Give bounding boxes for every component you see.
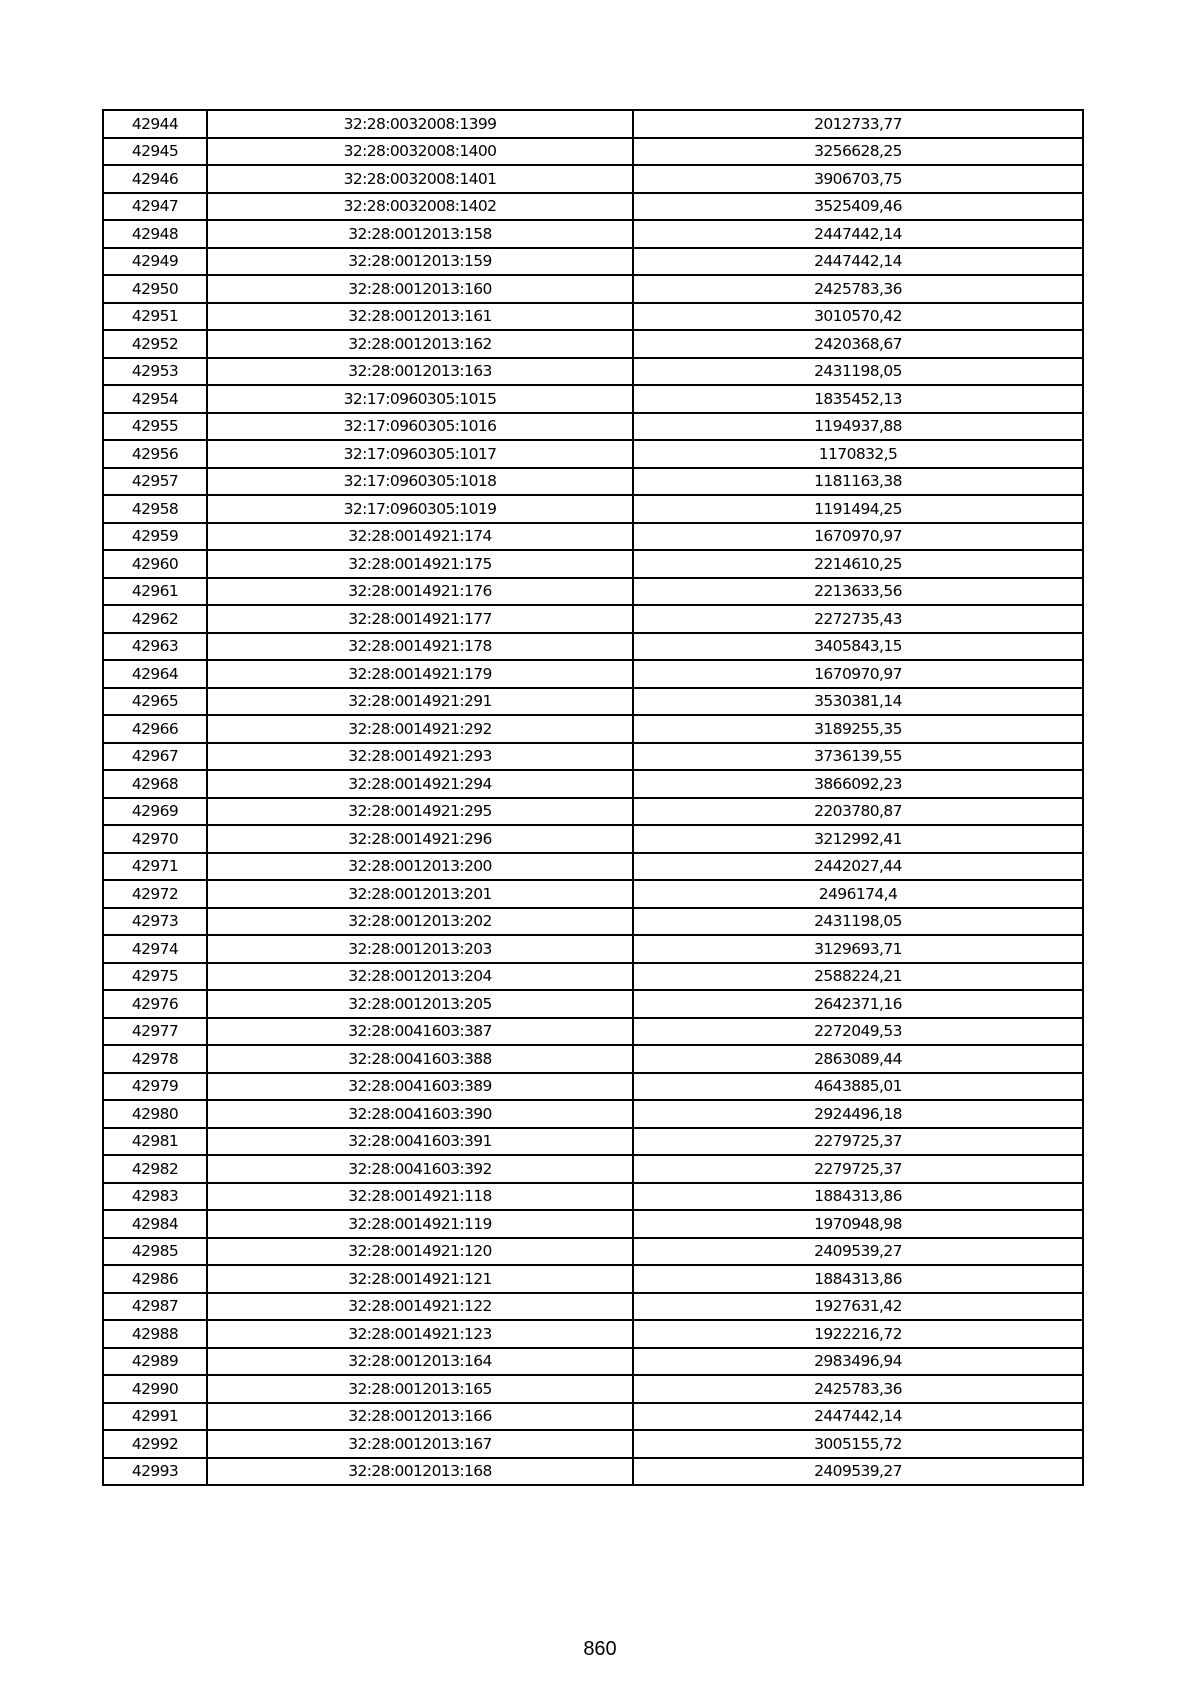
row-number-cell: 42982 bbox=[103, 1155, 207, 1183]
table-row bbox=[103, 1183, 1083, 1211]
cadastral-number-cell: 32:17:0960305:1016 bbox=[207, 413, 633, 441]
value-cell: 3189255,35 bbox=[633, 715, 1083, 743]
row-number-cell: 42984 bbox=[103, 1210, 207, 1238]
table-row bbox=[103, 110, 1083, 138]
cadastral-number-cell: 32:28:0012013:205 bbox=[207, 990, 633, 1018]
table-row bbox=[103, 1045, 1083, 1073]
value-cell: 2588224,21 bbox=[633, 963, 1083, 991]
row-number-cell: 42966 bbox=[103, 715, 207, 743]
table-row bbox=[103, 1073, 1083, 1101]
row-number-cell: 42975 bbox=[103, 963, 207, 991]
table-row bbox=[103, 1320, 1083, 1348]
cadastral-number-cell: 32:28:0032008:1402 bbox=[207, 193, 633, 221]
cadastral-number-cell: 32:28:0012013:201 bbox=[207, 880, 633, 908]
value-cell: 1191494,25 bbox=[633, 495, 1083, 523]
cadastral-number-cell: 32:28:0032008:1401 bbox=[207, 165, 633, 193]
row-number-cell: 42961 bbox=[103, 578, 207, 606]
row-number-cell: 42992 bbox=[103, 1430, 207, 1458]
table-row bbox=[103, 880, 1083, 908]
value-cell: 2425783,36 bbox=[633, 275, 1083, 303]
cadastral-number-cell: 32:28:0012013:164 bbox=[207, 1348, 633, 1376]
page-number: 860 bbox=[583, 1638, 617, 1660]
value-cell: 2409539,27 bbox=[633, 1238, 1083, 1266]
table-row bbox=[103, 963, 1083, 991]
cadastral-number-cell: 32:28:0014921:178 bbox=[207, 633, 633, 661]
cadastral-number-cell: 32:28:0012013:200 bbox=[207, 853, 633, 881]
table-row bbox=[103, 1458, 1083, 1486]
table-row bbox=[103, 385, 1083, 413]
cadastral-number-cell: 32:28:0012013:162 bbox=[207, 330, 633, 358]
table-row bbox=[103, 248, 1083, 276]
cadastral-number-cell: 32:28:0012013:204 bbox=[207, 963, 633, 991]
value-cell: 2425783,36 bbox=[633, 1375, 1083, 1403]
table-row bbox=[103, 1128, 1083, 1156]
value-cell: 1970948,98 bbox=[633, 1210, 1083, 1238]
cadastral-number-cell: 32:17:0960305:1015 bbox=[207, 385, 633, 413]
cadastral-number-cell: 32:28:0012013:159 bbox=[207, 248, 633, 276]
row-number-cell: 42952 bbox=[103, 330, 207, 358]
row-number-cell: 42950 bbox=[103, 275, 207, 303]
value-cell: 2409539,27 bbox=[633, 1458, 1083, 1486]
value-cell: 1835452,13 bbox=[633, 385, 1083, 413]
row-number-cell: 42972 bbox=[103, 880, 207, 908]
value-cell: 3005155,72 bbox=[633, 1430, 1083, 1458]
value-cell: 2420368,67 bbox=[633, 330, 1083, 358]
cadastral-number-cell: 32:28:0012013:158 bbox=[207, 220, 633, 248]
table-row bbox=[103, 1238, 1083, 1266]
value-cell: 1194937,88 bbox=[633, 413, 1083, 441]
value-cell: 2447442,14 bbox=[633, 1403, 1083, 1431]
row-number-cell: 42967 bbox=[103, 743, 207, 771]
cadastral-number-cell: 32:28:0041603:390 bbox=[207, 1100, 633, 1128]
table-row bbox=[103, 798, 1083, 826]
value-cell: 3525409,46 bbox=[633, 193, 1083, 221]
cadastral-number-cell: 32:28:0012013:166 bbox=[207, 1403, 633, 1431]
row-number-cell: 42981 bbox=[103, 1128, 207, 1156]
value-cell: 2447442,14 bbox=[633, 248, 1083, 276]
cadastral-number-cell: 32:28:0014921:296 bbox=[207, 825, 633, 853]
cadastral-number-cell: 32:28:0012013:160 bbox=[207, 275, 633, 303]
table-row bbox=[103, 440, 1083, 468]
value-cell: 2983496,94 bbox=[633, 1348, 1083, 1376]
value-cell: 3129693,71 bbox=[633, 935, 1083, 963]
table-row bbox=[103, 605, 1083, 633]
table-row bbox=[103, 633, 1083, 661]
value-cell: 1670970,97 bbox=[633, 660, 1083, 688]
table-row bbox=[103, 413, 1083, 441]
table-row bbox=[103, 468, 1083, 496]
row-number-cell: 42978 bbox=[103, 1045, 207, 1073]
table-row bbox=[103, 165, 1083, 193]
row-number-cell: 42963 bbox=[103, 633, 207, 661]
value-cell: 2431198,05 bbox=[633, 908, 1083, 936]
cadastral-number-cell: 32:28:0014921:174 bbox=[207, 523, 633, 551]
row-number-cell: 42993 bbox=[103, 1458, 207, 1486]
table-row bbox=[103, 688, 1083, 716]
row-number-cell: 42989 bbox=[103, 1348, 207, 1376]
row-number-cell: 42974 bbox=[103, 935, 207, 963]
table-row bbox=[103, 550, 1083, 578]
row-number-cell: 42986 bbox=[103, 1265, 207, 1293]
cadastral-number-cell: 32:28:0014921:293 bbox=[207, 743, 633, 771]
value-cell: 1922216,72 bbox=[633, 1320, 1083, 1348]
table-row bbox=[103, 1348, 1083, 1376]
value-cell: 3736139,55 bbox=[633, 743, 1083, 771]
row-number-cell: 42962 bbox=[103, 605, 207, 633]
cadastral-number-cell: 32:28:0014921:175 bbox=[207, 550, 633, 578]
table-row bbox=[103, 220, 1083, 248]
row-number-cell: 42947 bbox=[103, 193, 207, 221]
table-row bbox=[103, 1100, 1083, 1128]
table-row bbox=[103, 1375, 1083, 1403]
cadastral-number-cell: 32:28:0012013:203 bbox=[207, 935, 633, 963]
row-number-cell: 42946 bbox=[103, 165, 207, 193]
cadastral-number-cell: 32:28:0014921:119 bbox=[207, 1210, 633, 1238]
value-cell: 4643885,01 bbox=[633, 1073, 1083, 1101]
row-number-cell: 42948 bbox=[103, 220, 207, 248]
row-number-cell: 42959 bbox=[103, 523, 207, 551]
table-row bbox=[103, 935, 1083, 963]
cadastral-number-cell: 32:28:0014921:295 bbox=[207, 798, 633, 826]
value-cell: 2863089,44 bbox=[633, 1045, 1083, 1073]
row-number-cell: 42971 bbox=[103, 853, 207, 881]
table-row bbox=[103, 193, 1083, 221]
value-cell: 2203780,87 bbox=[633, 798, 1083, 826]
cadastral-number-cell: 32:17:0960305:1017 bbox=[207, 440, 633, 468]
cadastral-number-cell: 32:28:0032008:1400 bbox=[207, 138, 633, 166]
value-cell: 2496174,4 bbox=[633, 880, 1083, 908]
table-row bbox=[103, 523, 1083, 551]
value-cell: 2213633,56 bbox=[633, 578, 1083, 606]
row-number-cell: 42977 bbox=[103, 1018, 207, 1046]
row-number-cell: 42949 bbox=[103, 248, 207, 276]
cadastral-number-cell: 32:28:0014921:291 bbox=[207, 688, 633, 716]
value-cell: 1670970,97 bbox=[633, 523, 1083, 551]
row-number-cell: 42987 bbox=[103, 1293, 207, 1321]
row-number-cell: 42965 bbox=[103, 688, 207, 716]
table-row bbox=[103, 303, 1083, 331]
table-row bbox=[103, 1155, 1083, 1183]
cadastral-number-cell: 32:28:0012013:202 bbox=[207, 908, 633, 936]
value-cell: 2431198,05 bbox=[633, 358, 1083, 386]
value-cell: 1927631,42 bbox=[633, 1293, 1083, 1321]
table-row bbox=[103, 138, 1083, 166]
cadastral-number-cell: 32:28:0014921:179 bbox=[207, 660, 633, 688]
cadastral-number-cell: 32:28:0014921:292 bbox=[207, 715, 633, 743]
cadastral-number-cell: 32:28:0012013:165 bbox=[207, 1375, 633, 1403]
cadastral-number-cell: 32:28:0032008:1399 bbox=[207, 110, 633, 138]
row-number-cell: 42964 bbox=[103, 660, 207, 688]
row-number-cell: 42945 bbox=[103, 138, 207, 166]
cadastral-number-cell: 32:28:0012013:161 bbox=[207, 303, 633, 331]
row-number-cell: 42979 bbox=[103, 1073, 207, 1101]
value-cell: 2279725,37 bbox=[633, 1128, 1083, 1156]
cadastral-number-cell: 32:17:0960305:1018 bbox=[207, 468, 633, 496]
table-row bbox=[103, 1018, 1083, 1046]
value-cell: 3256628,25 bbox=[633, 138, 1083, 166]
cadastral-number-cell: 32:28:0012013:167 bbox=[207, 1430, 633, 1458]
row-number-cell: 42991 bbox=[103, 1403, 207, 1431]
table-row bbox=[103, 578, 1083, 606]
cadastral-number-cell: 32:17:0960305:1019 bbox=[207, 495, 633, 523]
table-row bbox=[103, 908, 1083, 936]
row-number-cell: 42957 bbox=[103, 468, 207, 496]
row-number-cell: 42944 bbox=[103, 110, 207, 138]
row-number-cell: 42970 bbox=[103, 825, 207, 853]
value-cell: 3010570,42 bbox=[633, 303, 1083, 331]
value-cell: 2924496,18 bbox=[633, 1100, 1083, 1128]
cadastral-number-cell: 32:28:0041603:387 bbox=[207, 1018, 633, 1046]
cadastral-number-cell: 32:28:0012013:168 bbox=[207, 1458, 633, 1486]
table-row bbox=[103, 330, 1083, 358]
row-number-cell: 42956 bbox=[103, 440, 207, 468]
value-cell: 1170832,5 bbox=[633, 440, 1083, 468]
value-cell: 2279725,37 bbox=[633, 1155, 1083, 1183]
row-number-cell: 42958 bbox=[103, 495, 207, 523]
row-number-cell: 42973 bbox=[103, 908, 207, 936]
value-cell: 2272049,53 bbox=[633, 1018, 1083, 1046]
table-row bbox=[103, 1293, 1083, 1321]
cadastral-number-cell: 32:28:0014921:121 bbox=[207, 1265, 633, 1293]
cadastral-number-cell: 32:28:0014921:118 bbox=[207, 1183, 633, 1211]
value-cell: 2447442,14 bbox=[633, 220, 1083, 248]
value-cell: 2272735,43 bbox=[633, 605, 1083, 633]
value-cell: 3212992,41 bbox=[633, 825, 1083, 853]
value-cell: 2442027,44 bbox=[633, 853, 1083, 881]
value-cell: 3530381,14 bbox=[633, 688, 1083, 716]
table-row bbox=[103, 1403, 1083, 1431]
table-row bbox=[103, 495, 1083, 523]
cadastral-number-cell: 32:28:0014921:122 bbox=[207, 1293, 633, 1321]
value-cell: 3866092,23 bbox=[633, 770, 1083, 798]
cadastral-number-cell: 32:28:0014921:294 bbox=[207, 770, 633, 798]
table-row bbox=[103, 358, 1083, 386]
table-row bbox=[103, 715, 1083, 743]
row-number-cell: 42960 bbox=[103, 550, 207, 578]
cadastral-number-cell: 32:28:0012013:163 bbox=[207, 358, 633, 386]
row-number-cell: 42976 bbox=[103, 990, 207, 1018]
row-number-cell: 42953 bbox=[103, 358, 207, 386]
row-number-cell: 42983 bbox=[103, 1183, 207, 1211]
row-number-cell: 42954 bbox=[103, 385, 207, 413]
cadastral-number-cell: 32:28:0041603:391 bbox=[207, 1128, 633, 1156]
value-cell: 2214610,25 bbox=[633, 550, 1083, 578]
table-row bbox=[103, 770, 1083, 798]
table-row bbox=[103, 825, 1083, 853]
value-cell: 3906703,75 bbox=[633, 165, 1083, 193]
value-cell: 1884313,86 bbox=[633, 1265, 1083, 1293]
row-number-cell: 42988 bbox=[103, 1320, 207, 1348]
table-row bbox=[103, 275, 1083, 303]
value-cell: 3405843,15 bbox=[633, 633, 1083, 661]
cadastral-number-cell: 32:28:0014921:123 bbox=[207, 1320, 633, 1348]
table-row bbox=[103, 990, 1083, 1018]
table-row bbox=[103, 1210, 1083, 1238]
table-row bbox=[103, 743, 1083, 771]
row-number-cell: 42980 bbox=[103, 1100, 207, 1128]
value-cell: 1181163,38 bbox=[633, 468, 1083, 496]
value-cell: 1884313,86 bbox=[633, 1183, 1083, 1211]
row-number-cell: 42968 bbox=[103, 770, 207, 798]
registry-table-body bbox=[103, 110, 1083, 1485]
cadastral-number-cell: 32:28:0014921:177 bbox=[207, 605, 633, 633]
cadastral-number-cell: 32:28:0014921:176 bbox=[207, 578, 633, 606]
value-cell: 2012733,77 bbox=[633, 110, 1083, 138]
row-number-cell: 42969 bbox=[103, 798, 207, 826]
registry-table bbox=[102, 109, 1084, 1486]
table-row bbox=[103, 1430, 1083, 1458]
row-number-cell: 42955 bbox=[103, 413, 207, 441]
cadastral-number-cell: 32:28:0041603:388 bbox=[207, 1045, 633, 1073]
row-number-cell: 42951 bbox=[103, 303, 207, 331]
table-row bbox=[103, 1265, 1083, 1293]
table-row bbox=[103, 853, 1083, 881]
cadastral-number-cell: 32:28:0041603:389 bbox=[207, 1073, 633, 1101]
value-cell: 2642371,16 bbox=[633, 990, 1083, 1018]
table-row bbox=[103, 660, 1083, 688]
row-number-cell: 42985 bbox=[103, 1238, 207, 1266]
cadastral-number-cell: 32:28:0014921:120 bbox=[207, 1238, 633, 1266]
cadastral-number-cell: 32:28:0041603:392 bbox=[207, 1155, 633, 1183]
row-number-cell: 42990 bbox=[103, 1375, 207, 1403]
